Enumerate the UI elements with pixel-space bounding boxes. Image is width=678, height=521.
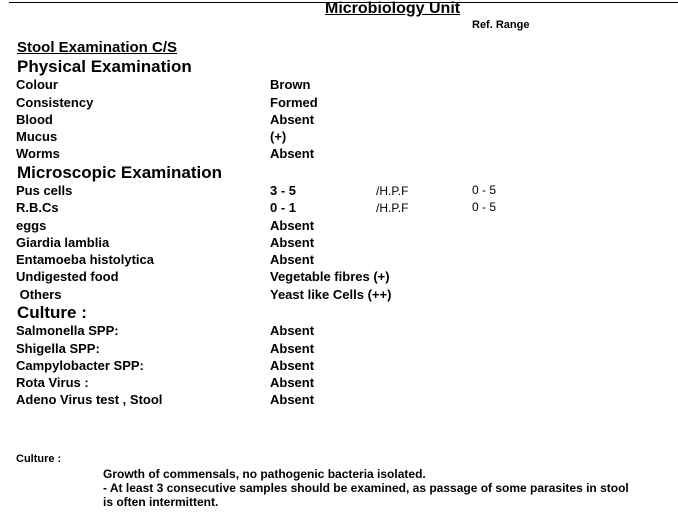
row-label: Giardia lamblia (16, 235, 110, 250)
ref-range-header: Ref. Range (472, 19, 530, 31)
row-label: Consistency (16, 95, 94, 110)
result-row-worms (0, 146, 678, 163)
result-row-rota-virus (0, 375, 678, 392)
result-row-adeno-virus (0, 392, 678, 409)
culture-comment-line: Growth of commensals, no pathogenic bacteria isolated. (103, 467, 426, 481)
row-label: Campylobacter SPP: (16, 358, 144, 373)
row-label: Pus cells (16, 183, 73, 198)
row-unit: /H.P.F (376, 201, 409, 215)
result-row-shigella (0, 341, 678, 358)
row-value: (+) (270, 129, 287, 144)
culture-comment-line: is often intermittent. (103, 495, 219, 509)
page-title: Microbiology Unit (325, 0, 461, 17)
section-title: Stool Examination C/S (17, 39, 178, 56)
result-row-mucus (0, 129, 678, 146)
result-row-undigested-food (0, 269, 678, 286)
result-row-campylobacter (0, 358, 678, 375)
row-value: Absent (270, 358, 315, 373)
row-label: Salmonella SPP: (16, 323, 119, 338)
row-value: Absent (270, 341, 315, 356)
row-label: Shigella SPP: (16, 341, 100, 356)
row-value: Yeast like Cells (++) (270, 287, 392, 302)
row-value: Absent (270, 218, 315, 233)
result-row-rbcs (0, 200, 678, 217)
result-row-giardia (0, 235, 678, 252)
result-row-pus-cells (0, 183, 678, 200)
result-row-blood (0, 112, 678, 129)
culture-comment-line: - At least 3 consecutive samples should be examined, as passage of some parasites in stool (103, 481, 629, 495)
row-value: Absent (270, 252, 315, 267)
row-label: Rota Virus : (16, 375, 89, 390)
row-value: Absent (270, 112, 315, 127)
row-ref-range: 0 - 5 (472, 200, 497, 214)
result-row-others (0, 287, 678, 304)
row-ref-range: 0 - 5 (472, 183, 497, 197)
row-label: Undigested food (16, 269, 119, 284)
row-value: Absent (270, 392, 315, 407)
row-value: Absent (270, 146, 315, 161)
row-label: Mucus (16, 129, 58, 144)
row-value: Absent (270, 235, 315, 250)
row-label: Worms (16, 146, 60, 161)
result-row-salmonella (0, 323, 678, 340)
row-label: eggs (16, 218, 47, 233)
row-label: Blood (16, 112, 53, 127)
culture-comment-label: Culture : (16, 453, 62, 465)
row-label: Adeno Virus test , Stool (16, 392, 163, 407)
row-unit: /H.P.F (376, 184, 409, 198)
physical-exam-heading: Physical Examination (17, 57, 192, 76)
row-value: Brown (270, 77, 311, 92)
row-value: Absent (270, 323, 315, 338)
row-value: Formed (270, 95, 318, 110)
row-label: R.B.Cs (16, 200, 59, 215)
result-row-colour (0, 77, 678, 94)
row-value: Vegetable fibres (+) (270, 269, 390, 284)
row-label: Entamoeba histolytica (16, 252, 154, 267)
result-row-entamoeba (0, 252, 678, 269)
result-row-consistency (0, 95, 678, 112)
row-label: Others (16, 287, 62, 302)
row-value: 3 - 5 (270, 183, 297, 198)
row-value: 0 - 1 (270, 200, 297, 215)
result-row-eggs (0, 218, 678, 235)
microscopic-exam-heading: Microscopic Examination (17, 163, 222, 182)
row-label: Colour (16, 77, 58, 92)
row-value: Absent (270, 375, 315, 390)
culture-heading: Culture : (17, 303, 87, 322)
